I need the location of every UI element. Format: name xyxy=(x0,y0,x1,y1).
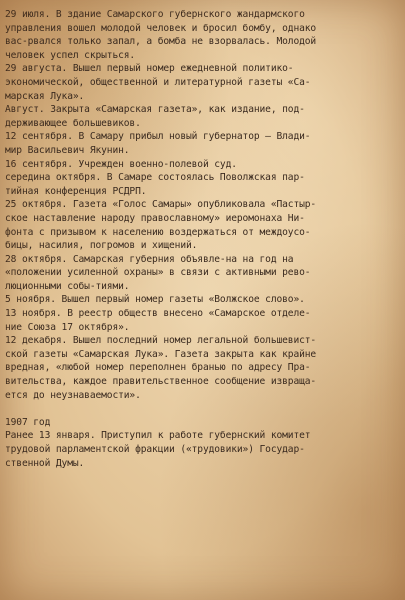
text-line: 12 сентября. В Самару прибыл новый губернатор – Влади- xyxy=(5,131,311,143)
entry-29-august xyxy=(5,62,397,103)
text-line: ственной Думы. xyxy=(5,457,85,469)
text-line: вас-рвался только запал, а бомба не взорвалась. Молодой xyxy=(5,36,317,48)
entry-29-july xyxy=(5,8,397,62)
text-line: 16 сентября. Учрежден военно-полевой суд. xyxy=(5,158,237,170)
entry-13-november xyxy=(5,307,397,334)
text-line: 25 октября. Газета «Голос Самары» опубликовала «Пастыр- xyxy=(5,199,317,211)
text-line: вительства, каждое правительственное сообщение извраща- xyxy=(5,376,317,388)
entry-12-december xyxy=(5,334,397,402)
year-heading xyxy=(5,416,397,430)
text-line: Ранее 13 января. Приступил к работе губернский комитет xyxy=(5,430,311,442)
text-line: экономической, общественной и литературной газеты «Са- xyxy=(5,76,311,88)
text-line: тийная конференция РСДРП. xyxy=(5,185,147,197)
entry-before-13-january xyxy=(5,429,397,470)
text-line: трудовой парламентской фракции («трудовики») Государ- xyxy=(5,444,305,455)
text-line: «положении усиленной охраны» в связи с активными рево- xyxy=(5,267,311,279)
text-line: 29 июля. В здание Самарского губернского жандармского xyxy=(5,9,305,20)
text-line: мир Васильевич Якунин. xyxy=(5,144,130,156)
chronicle-entries xyxy=(5,8,397,402)
text-line: ние Союза 17 октября». xyxy=(5,321,130,333)
text-line: держивающее большевиков. xyxy=(5,117,141,129)
text-line: 29 августа. Вышел первый номер ежедневной политико- xyxy=(5,63,294,75)
entry-august xyxy=(5,103,397,130)
entry-5-november xyxy=(5,293,397,307)
text-line: 12 декабря. Вышел последний номер легальной большевист- xyxy=(5,335,317,347)
text-line: фонта с призывом к населению воздержаться от междоусо- xyxy=(5,226,311,238)
text-line: управления вошел молодой человек и бросил бомбу, однако xyxy=(5,22,317,34)
year-1907-entries xyxy=(5,429,397,470)
text-line: 13 ноября. В реестр обществ внесено «Самарское отделе- xyxy=(5,308,311,320)
text-line: Август. Закрыта «Самарская газета», как издание, под- xyxy=(5,104,305,116)
entry-16-september xyxy=(5,158,397,172)
text-line: бицы, насилия, погромов и хищений. xyxy=(5,240,198,252)
text-line: вредная, «любой номер переполнен бранью по адресу Пра- xyxy=(5,362,311,374)
year-heading-text: 1907 год xyxy=(5,416,51,428)
text-line: 28 октября. Самарская губерния объявле-на на год на xyxy=(5,253,294,265)
text-line: 5 ноября. Вышел первый номер газеты «Волжское слово». xyxy=(5,294,305,306)
text-line: ской газеты «Самарская Лука». Газета закрыта как крайне xyxy=(5,348,317,360)
text-line: люционными собы-тиями. xyxy=(5,280,130,292)
entry-28-october xyxy=(5,253,397,294)
text-line: человек успел скрыться. xyxy=(5,49,136,61)
text-line: середина октября. В Самаре состоялась Поволжская пар- xyxy=(5,172,305,184)
text-line: ское наставление народу православному» иеромонаха Ни- xyxy=(5,212,305,224)
entry-25-october xyxy=(5,198,397,252)
blank-line xyxy=(5,402,397,416)
text-line: марская Лука». xyxy=(5,90,85,102)
entry-12-september xyxy=(5,130,397,157)
entry-mid-october xyxy=(5,171,397,198)
text-line: ется до неузнаваемости». xyxy=(5,389,141,401)
